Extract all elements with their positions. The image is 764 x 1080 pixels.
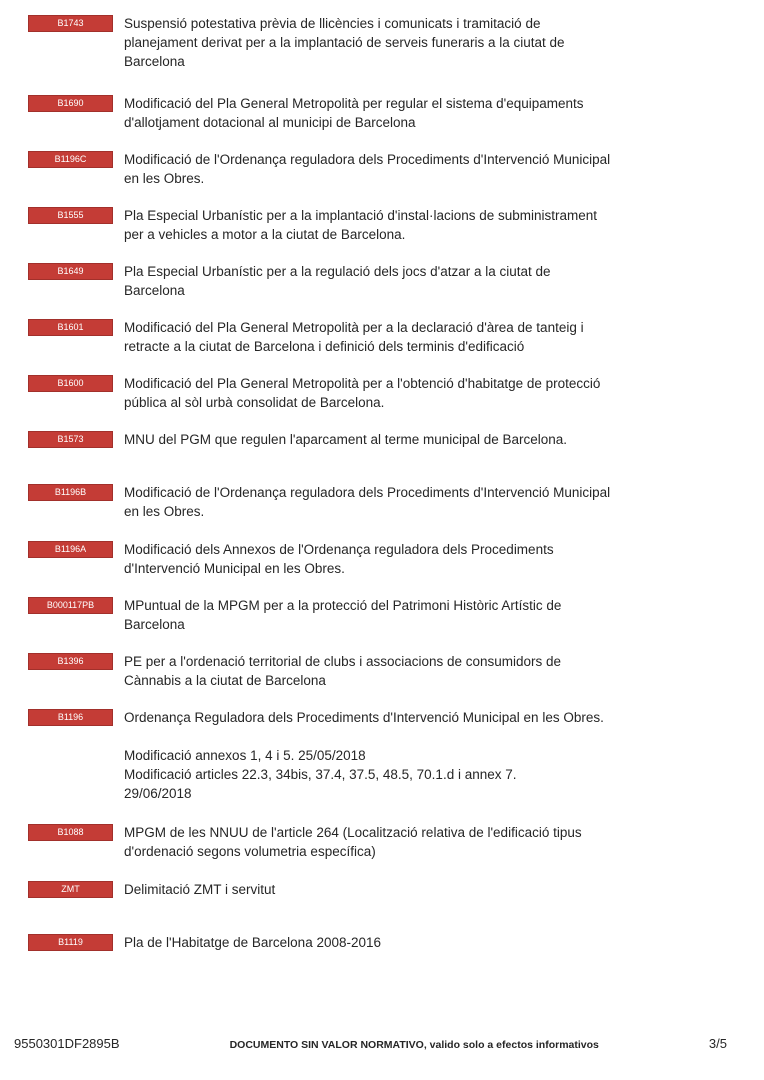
item-description	[124, 880, 612, 899]
list-item	[0, 823, 764, 861]
item-description	[124, 823, 612, 861]
item-code-badge[interactable]: B1600	[28, 375, 113, 392]
item-code-badge[interactable]: B1555	[28, 207, 113, 224]
item-text: Delimitació ZMT i servitut	[124, 882, 276, 897]
item-description	[124, 596, 612, 634]
item-notes	[124, 746, 612, 803]
list-item	[0, 94, 764, 132]
item-text: Pla Especial Urbanístic per a la regulació dels jocs d'atzar a la ciutat de Barcelona	[124, 264, 551, 298]
item-text: Modificació de l'Ordenança reguladora dels Procediments d'Intervenció Municipal en les Obres.	[124, 152, 611, 186]
item-description	[124, 318, 612, 356]
item-code-badge[interactable]: B1196	[28, 709, 113, 726]
item-note-line: 29/06/2018	[124, 786, 192, 801]
item-code-badge[interactable]: B1743	[28, 15, 113, 32]
item-text: PE per a l'ordenació territorial de clubs i associacions de consumidors de Cànnabis a la ciutat de Barcelona	[124, 654, 562, 688]
item-text: Ordenança Reguladora dels Procediments d'Intervenció Municipal en les Obres.	[124, 710, 604, 725]
list-item	[0, 652, 764, 690]
list-item	[0, 596, 764, 634]
item-description	[124, 374, 612, 412]
list-item	[0, 540, 764, 578]
list-item	[0, 150, 764, 188]
item-text: MNU del PGM que regulen l'aparcament al terme municipal de Barcelona.	[124, 432, 568, 447]
list-item	[0, 318, 764, 356]
item-code-badge[interactable]: B1196C	[28, 151, 113, 168]
item-code-badge[interactable]: ZMT	[28, 881, 113, 898]
item-description	[124, 262, 612, 300]
item-text: Modificació del Pla General Metropolità per a la declaració d'àrea de tanteig i retracte a la ciutat de Barcelona i definició dels terminis d'edificació	[124, 320, 584, 354]
item-description	[124, 94, 612, 132]
item-description	[124, 652, 612, 690]
list-item	[0, 374, 764, 412]
list-item	[0, 483, 764, 521]
item-description	[124, 150, 612, 188]
item-code-badge[interactable]: B1573	[28, 431, 113, 448]
item-note-line: Modificació annexos 1, 4 i 5. 25/05/2018	[124, 748, 366, 763]
item-code-badge[interactable]: B000117PB	[28, 597, 113, 614]
item-code-badge[interactable]: B1649	[28, 263, 113, 280]
item-description	[124, 540, 612, 578]
list-item	[0, 14, 764, 71]
item-description	[124, 14, 612, 71]
list-item	[0, 708, 764, 803]
list-item	[0, 880, 764, 899]
item-text: Modificació dels Annexos de l'Ordenança reguladora dels Procediments d'Intervenció Municipal en les Obres.	[124, 542, 554, 576]
item-description	[124, 933, 612, 952]
item-code-badge[interactable]: B1690	[28, 95, 113, 112]
item-description	[124, 430, 612, 449]
item-code-badge[interactable]: B1196B	[28, 484, 113, 501]
item-text: Modificació del Pla General Metropolità per regular el sistema d'equipaments d'allotjament dotacional al municipi de Barcelona	[124, 96, 584, 130]
document-code: 9550301DF2895B	[14, 1036, 120, 1051]
item-code-badge[interactable]: B1196A	[28, 541, 113, 558]
page-number: 3/5	[708, 1036, 727, 1051]
item-text: Pla de l'Habitatge de Barcelona 2008-2016	[124, 935, 382, 950]
list-item	[0, 430, 764, 449]
item-text: Modificació de l'Ordenança reguladora dels Procediments d'Intervenció Municipal en les Obres.	[124, 485, 611, 519]
item-description	[124, 708, 612, 803]
item-code-badge[interactable]: B1601	[28, 319, 113, 336]
list-item	[0, 933, 764, 952]
item-text: MPGM de les NNUU de l'article 264 (Localització relativa de l'edificació tipus d'ordenació segons volumetria específica)	[124, 825, 582, 859]
item-text: Suspensió potestativa prèvia de llicències i comunicats i tramitació de planejament derivat per a la implantació de serveis funeraris a la ciutat de Barcelona	[124, 16, 565, 69]
list-item	[0, 206, 764, 244]
item-text: MPuntual de la MPGM per a la protecció del Patrimoni Històric Artístic de Barcelona	[124, 598, 562, 632]
item-description	[124, 483, 612, 521]
disclaimer-text: DOCUMENTO SIN VALOR NORMATIVO, valido solo a efectos informativos	[229, 1039, 599, 1051]
item-description	[124, 206, 612, 244]
page-footer	[14, 1036, 727, 1051]
item-code-badge[interactable]: B1119	[28, 934, 113, 951]
item-note-line: Modificació articles 22.3, 34bis, 37.4, 37.5, 48.5, 70.1.d i annex 7.	[124, 767, 517, 782]
item-text: Pla Especial Urbanístic per a la implantació d'instal·lacions de subministrament per a vehicles a motor a la ciutat de Barcelona.	[124, 208, 598, 242]
item-code-badge[interactable]: B1088	[28, 824, 113, 841]
list-item	[0, 262, 764, 300]
item-text: Modificació del Pla General Metropolità per a l'obtenció d'habitatge de protecció pública al sòl urbà consolidat de Barcelona.	[124, 376, 601, 410]
item-code-badge[interactable]: B1396	[28, 653, 113, 670]
